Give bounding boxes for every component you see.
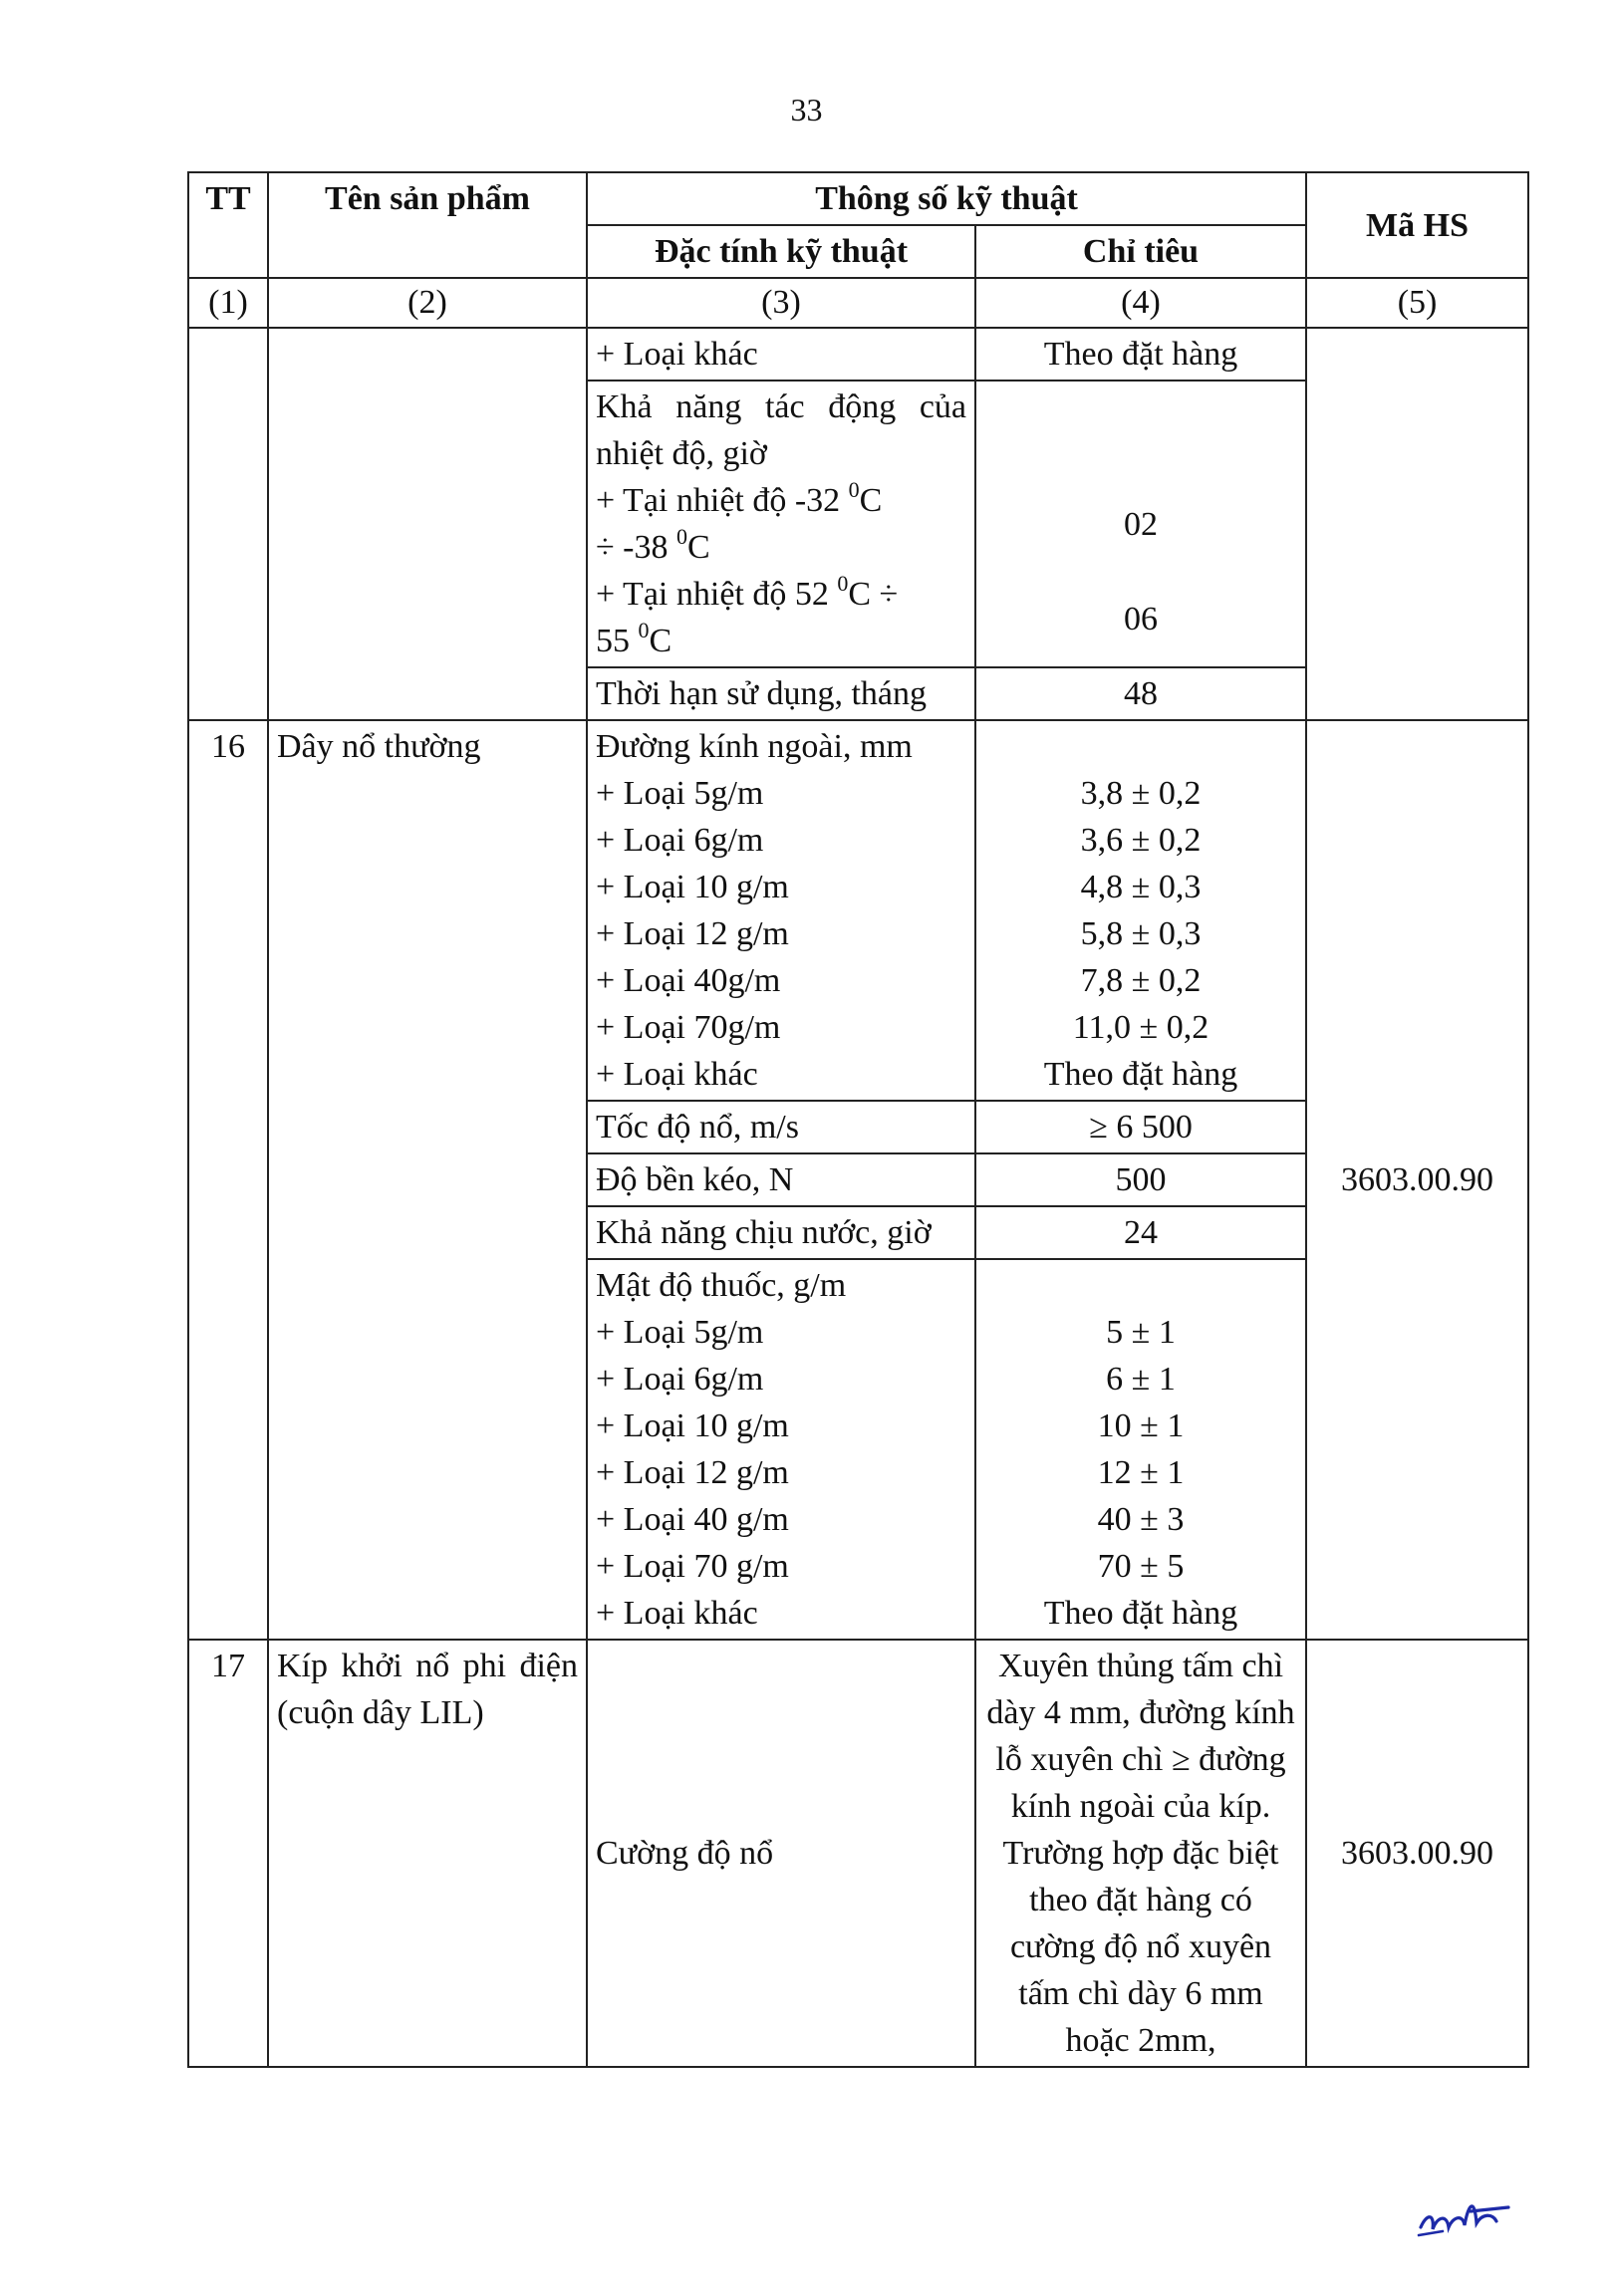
- cell-value: 48: [975, 667, 1306, 720]
- cell-name-empty: [268, 328, 587, 720]
- cell-tt: 16: [188, 720, 268, 1640]
- cell-feature: Tốc độ nổ, m/s: [587, 1101, 975, 1153]
- list-item: + Loại 6g/m: [596, 1361, 764, 1398]
- cell-feature: Cường độ nổ: [587, 1640, 975, 2067]
- col-index: (1): [188, 278, 268, 328]
- list-item: + Loại 5g/m: [596, 775, 764, 812]
- cell-feature: Thời hạn sử dụng, tháng: [587, 667, 975, 720]
- list-value: 3,8 ± 0,2: [1080, 775, 1202, 812]
- col-index: (4): [975, 278, 1306, 328]
- cell-feature-temperature: [587, 381, 975, 667]
- col-index: (2): [268, 278, 587, 328]
- density-title: Mật độ thuốc, g/m: [596, 1267, 847, 1304]
- temp-b-line2: 55 $^0$C: [596, 618, 672, 659]
- list-value: 12 ± 1: [1097, 1454, 1185, 1491]
- temp-b-value: 06: [1124, 601, 1158, 638]
- list-item: + Loại 40g/m: [596, 962, 781, 999]
- cell-hs-code: 3603.00.90: [1306, 720, 1528, 1640]
- list-item: + Loại khác: [596, 1056, 758, 1093]
- header-indicator: Chỉ tiêu: [975, 225, 1306, 278]
- cell-feature-density: [587, 1259, 975, 1640]
- table-row: [188, 328, 1528, 381]
- cell-hs-empty: [1306, 328, 1528, 720]
- list-value: 11,0 ± 0,2: [1072, 1009, 1210, 1046]
- cell-product-name: Kíp khởi nổ phi điện (cuộn dây LIL): [268, 1640, 587, 2067]
- cell-feature: Khả năng chịu nước, giờ: [587, 1206, 975, 1259]
- cell-value: 24: [975, 1206, 1306, 1259]
- list-value: 3,6 ± 0,2: [1080, 822, 1202, 859]
- cell-value: 500: [975, 1153, 1306, 1206]
- header-tech-feature: Đặc tính kỹ thuật: [587, 225, 975, 278]
- page-number: 33: [790, 92, 823, 128]
- cell-feature: + Loại khác: [587, 328, 975, 381]
- header-tech-params: Thông số kỹ thuật: [587, 172, 1306, 225]
- cell-tt-empty: [188, 328, 268, 720]
- cell-value-temperature: [975, 381, 1306, 667]
- list-item: + Loại 40 g/m: [596, 1501, 789, 1538]
- list-item: + Loại 12 g/m: [596, 915, 789, 952]
- cell-feature: Độ bền kéo, N: [587, 1153, 975, 1206]
- temp-a-line2: ÷ -38 $^0$C: [596, 524, 710, 566]
- column-index-row: [188, 278, 1528, 328]
- list-value: 70 ± 5: [1097, 1548, 1185, 1585]
- list-item: + Loại 12 g/m: [596, 1454, 789, 1491]
- temp-a-line1: + Tại nhiệt độ -32 $^0$C: [596, 477, 883, 519]
- list-item: + Loại 10 g/m: [596, 869, 789, 905]
- list-item: + Loại 70g/m: [596, 1009, 781, 1046]
- list-value: Theo đặt hàng: [1043, 1595, 1238, 1632]
- list-item: + Loại 6g/m: [596, 822, 764, 859]
- signature-initials: [1413, 2183, 1532, 2243]
- list-value: 6 ± 1: [1106, 1361, 1176, 1398]
- header-hs-code: Mã HS: [1306, 172, 1528, 278]
- list-value: 10 ± 1: [1097, 1407, 1185, 1444]
- cell-value: Theo đặt hàng: [975, 328, 1306, 381]
- temp-a-value: 02: [1124, 506, 1158, 543]
- cell-value: Xuyên thủng tấm chì dày 4 mm, đường kính lỗ xuyên chì ≥ đường kính ngoài của kíp. Trường hợp đặc biệt theo đặt hàng có cường độ nổ xuyên tấm chì dày 6 mm hoặc 2mm,: [975, 1640, 1306, 2067]
- list-item: + Loại khác: [596, 1595, 758, 1632]
- list-value: 5 ± 1: [1106, 1314, 1176, 1351]
- list-value: 40 ± 3: [1097, 1501, 1185, 1538]
- spec-table: [187, 171, 1529, 2068]
- header-tt: TT: [188, 172, 268, 278]
- temp-b-line1: + Tại nhiệt độ 52 $^0$C ÷: [596, 571, 899, 613]
- list-value: 7,8 ± 0,2: [1080, 962, 1202, 999]
- col-index: (3): [587, 278, 975, 328]
- cell-hs-code: 3603.00.90: [1306, 1640, 1528, 2067]
- col-index: (5): [1306, 278, 1528, 328]
- cell-value-density: [975, 1259, 1306, 1640]
- cell-feature-diameter: [587, 720, 975, 1101]
- list-value: 5,8 ± 0,3: [1080, 915, 1202, 952]
- list-value: Theo đặt hàng: [1043, 1056, 1238, 1093]
- temp-title: Khả năng tác động của nhiệt độ, giờ: [596, 388, 966, 472]
- header-product-name: Tên sản phẩm: [268, 172, 587, 278]
- list-value: 4,8 ± 0,3: [1080, 869, 1202, 905]
- table-row: [188, 720, 1528, 1101]
- list-item: + Loại 70 g/m: [596, 1548, 789, 1585]
- cell-tt: 17: [188, 1640, 268, 2067]
- cell-value: ≥ 6 500: [975, 1101, 1306, 1153]
- list-item: + Loại 5g/m: [596, 1314, 764, 1351]
- diameter-title: Đường kính ngoài, mm: [596, 728, 913, 765]
- cell-product-name: Dây nổ thường: [268, 720, 587, 1640]
- table-row: [188, 1640, 1528, 2067]
- header-row-1: [188, 172, 1528, 225]
- cell-value-diameter: [975, 720, 1306, 1101]
- list-item: + Loại 10 g/m: [596, 1407, 789, 1444]
